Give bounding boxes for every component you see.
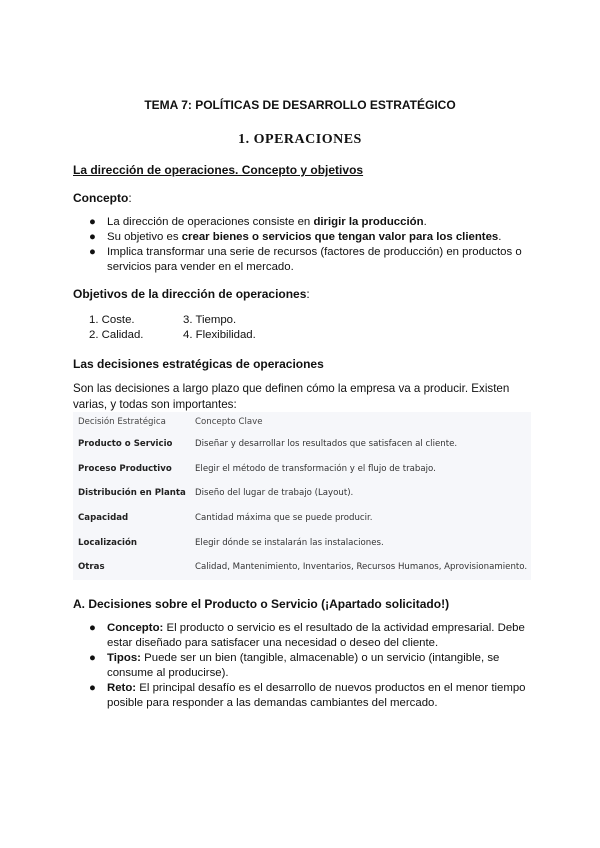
table-cell-decision: Proceso Productivo: [78, 463, 172, 474]
producto-heading: A. Decisiones sobre el Producto o Servicio (¡Apartado solicitado!): [73, 597, 450, 611]
list-item: [73, 215, 533, 230]
bullet-text: La dirección de operaciones consiste en: [107, 216, 314, 228]
table-cell-concepto: Calidad, Mantenimiento, Inventarios, Recursos Humanos, Aprovisionamiento.: [195, 562, 528, 573]
bullet-icon: ●: [89, 246, 96, 258]
intro-heading: La dirección de operaciones. Concepto y objetivos: [73, 163, 364, 177]
list-item: [73, 230, 533, 245]
list-item: [73, 651, 535, 681]
table-cell-decision: Capacidad: [78, 513, 129, 524]
bullet-icon: ●: [89, 216, 96, 228]
bullet-icon: ●: [89, 231, 96, 243]
concepto-list: [73, 215, 533, 275]
table-cell-concepto: Diseñar y desarrollar los resultados que satisfacen al cliente.: [195, 439, 458, 450]
table-cell-decision: Producto o Servicio: [78, 439, 173, 450]
table-cell-concepto: Elegir dónde se instalarán las instalaciones.: [195, 537, 384, 548]
bullet-icon: ●: [89, 652, 96, 664]
table-cell-concepto: Diseño del lugar de trabajo (Layout).: [195, 488, 354, 499]
bullet-text: El producto o servicio es el resultado de la actividad empresarial. Debe estar diseñado para satisfacer una necesidad o deseo del cliente.: [107, 622, 525, 649]
table-row: [73, 506, 531, 531]
table-header-cell: Decisión Estratégica: [78, 417, 166, 427]
table-row: [73, 555, 531, 580]
bullet-bold: Tipos:: [107, 652, 141, 664]
objetivos-colon: :: [306, 287, 310, 301]
decisiones-table: [73, 412, 531, 580]
table-cell-decision: Otras: [78, 562, 105, 573]
concepto-label: [73, 191, 132, 205]
concepto-label-text: Concepto: [73, 191, 129, 205]
decisiones-paragraph: Son las decisiones a largo plazo que definen cómo la empresa va a producir. Existen varias, y todas son importantes:: [73, 382, 510, 411]
table-cell-concepto: Elegir el método de transformación y el flujo de trabajo.: [195, 463, 436, 474]
objetivos-label-text: Objetivos de la dirección de operaciones: [73, 287, 307, 301]
bullet-icon: ●: [89, 622, 96, 634]
table-header-row: [73, 412, 531, 432]
bullet-text-end: .: [423, 216, 427, 228]
decisiones-heading: Las decisiones estratégicas de operaciones: [73, 357, 324, 371]
bullet-bold: Concepto:: [107, 622, 164, 634]
bullet-bold: dirigir la producción: [313, 216, 424, 228]
table-cell-concepto: Cantidad máxima que se puede producir.: [195, 513, 373, 524]
objetivo-item: 2. Calidad.: [89, 329, 144, 341]
bullet-text: Su objetivo es: [107, 231, 182, 243]
list-item: [73, 621, 535, 651]
bullet-text: Implica transformar una serie de recursos (factores de producción) en productos o servicios para vender en el mercado.: [107, 246, 522, 273]
bullet-icon: ●: [89, 682, 96, 694]
bullet-text-end: .: [498, 231, 502, 243]
objetivos-label: [73, 287, 310, 301]
list-item: [73, 681, 535, 711]
table-row: [73, 530, 531, 555]
bullet-text: Puede ser un bien (tangible, almacenable) o un servicio (intangible, se consume al producirse).: [107, 652, 500, 679]
table-row: [73, 481, 531, 506]
objetivo-item: 3. Tiempo.: [183, 314, 237, 326]
concepto-colon: :: [128, 191, 132, 205]
table-cell-decision: Localización: [78, 537, 138, 548]
table-header-cell: Concepto Clave: [195, 417, 263, 427]
bullet-bold: crear bienes o servicios que tengan valor para los clientes: [181, 231, 499, 243]
objetivo-item: 1. Coste.: [89, 314, 135, 326]
table-row: [73, 457, 531, 482]
list-item: [73, 245, 533, 275]
bullet-bold: Reto:: [107, 682, 137, 694]
producto-list: [73, 621, 535, 711]
objetivo-item: 4. Flexibilidad.: [183, 329, 256, 341]
tema-title: TEMA 7: POLÍTICAS DE DESARROLLO ESTRATÉGICO: [144, 98, 456, 112]
table-cell-decision: Distribución en Planta: [78, 488, 186, 499]
table-row: [73, 432, 531, 457]
bullet-text: El principal desafío es el desarrollo de nuevos productos en el menor tiempo posible para responder a las demandas cambiantes del mercado.: [107, 682, 526, 709]
section-title: 1. OPERACIONES: [238, 132, 362, 147]
